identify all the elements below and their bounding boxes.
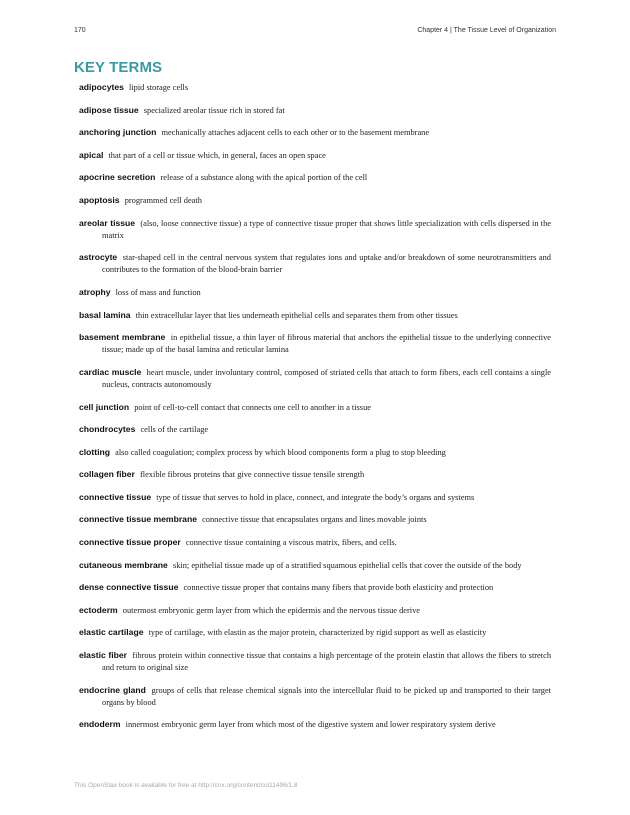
term-word: chondrocytes <box>79 424 136 435</box>
term-definition: point of cell-to-cell contact that connects one cell to another in a tissue <box>134 402 371 412</box>
term-entry <box>79 194 551 207</box>
term-definition: loss of mass and function <box>115 287 201 297</box>
term-word: basal lamina <box>79 309 131 320</box>
term-word: endoderm <box>79 719 121 730</box>
term-entry <box>79 251 551 276</box>
term-word: elastic cartilage <box>79 627 144 638</box>
term-word: elastic fiber <box>79 650 127 661</box>
term-word: apical <box>79 149 104 160</box>
term-definition: in epithelial tissue, a thin layer of fibrous material that anchors the epithelial tissue to the underlying connective tissue; made up of the basal lamina and reticular lamina <box>102 333 551 355</box>
key-terms-list <box>79 81 551 741</box>
page-number: 170 <box>74 27 86 34</box>
term-definition: star-shaped cell in the central nervous system that regulates ions and uptake and/or breakdown of some neurotransmitters and contributes to the formation of the blood-brain barrier <box>102 253 551 275</box>
term-word: areolar tissue <box>79 217 136 228</box>
term-word: clotting <box>79 446 111 457</box>
term-definition: lipid storage cells <box>129 83 189 92</box>
term-definition: groups of cells that release chemical signals into the intercellular fluid to be picked up and transported to their target organs by blood <box>102 685 551 707</box>
term-definition: (also, loose connective tissue) a type of connective tissue proper that shows little specialization with cells dispersed in the matrix <box>102 218 551 240</box>
term-word: collagen fiber <box>79 469 135 480</box>
term-word: connective tissue membrane <box>79 514 197 525</box>
term-definition: outermost embryonic germ layer from which the epidermis and the nervous tissue derive <box>122 605 421 615</box>
term-entry <box>79 331 551 356</box>
term-definition: type of cartilage, with elastin as the major protein, characterized by rigid support as well as elasticity <box>148 628 487 638</box>
term-definition: skin; epithelial tissue made up of a stratified squamous epithelial cells that cover the outside of the body <box>172 560 522 570</box>
term-entry <box>79 604 551 617</box>
term-definition: specialized areolar tissue rich in stored fat <box>143 105 285 115</box>
term-word: atrophy <box>79 286 111 297</box>
term-entry <box>79 446 551 459</box>
term-entry <box>79 104 551 117</box>
term-entry <box>79 491 551 504</box>
term-word: apocrine secretion <box>79 172 156 183</box>
term-word: connective tissue proper <box>79 537 181 548</box>
term-entry <box>79 559 551 572</box>
term-definition: flexible fibrous proteins that give connective tissue tensile strength <box>139 470 365 480</box>
term-word: endocrine gland <box>79 684 146 695</box>
term-definition: innermost embryonic germ layer from which most of the digestive system and lower respiratory system derive <box>125 720 496 730</box>
term-word: anchoring junction <box>79 127 157 138</box>
term-entry <box>79 217 551 242</box>
term-definition: programmed cell death <box>124 195 202 205</box>
term-entry <box>79 366 551 391</box>
term-entry <box>79 126 551 139</box>
term-word: adipose tissue <box>79 104 139 115</box>
term-entry <box>79 309 551 322</box>
term-entry <box>79 649 551 674</box>
term-word: dense connective tissue <box>79 582 179 593</box>
term-entry <box>79 423 551 436</box>
term-entry <box>79 171 551 184</box>
term-definition: also called coagulation; complex process by which blood components form a plug to stop bleeding <box>115 447 446 457</box>
term-word: apoptosis <box>79 194 120 205</box>
term-definition: fibrous protein within connective tissue that contains a high percentage of the protein elastin that allows the fibers to stretch and return to original size <box>102 651 552 673</box>
term-entry <box>79 718 551 731</box>
term-word: adipocytes <box>79 82 124 92</box>
term-definition: heart muscle, under involuntary control, composed of striated cells that attach to form fibers, each cell contains a single nucleus, contracts autonomously <box>102 367 552 389</box>
term-entry <box>79 581 551 594</box>
term-entry <box>79 401 551 414</box>
chapter-title: Chapter 4 | The Tissue Level of Organization <box>417 27 556 34</box>
section-heading: KEY TERMS <box>74 59 163 76</box>
term-definition: type of tissue that serves to hold in place, connect, and integrate the body’s organs and systems <box>156 492 475 502</box>
term-definition: cells of the cartilage <box>140 425 209 435</box>
term-word: cell junction <box>79 401 130 412</box>
term-entry <box>79 536 551 549</box>
term-entry <box>79 513 551 526</box>
term-word: connective tissue <box>79 491 152 502</box>
term-entry <box>79 286 551 299</box>
term-entry <box>79 81 551 94</box>
term-definition: connective tissue that encapsulates organs and lines movable joints <box>202 515 427 525</box>
term-definition: connective tissue containing a viscous matrix, fibers, and cells. <box>185 538 397 548</box>
term-word: basement membrane <box>79 332 166 343</box>
term-word: astrocyte <box>79 252 118 263</box>
term-entry <box>79 149 551 162</box>
term-entry <box>79 468 551 481</box>
term-entry <box>79 626 551 639</box>
term-definition: mechanically attaches adjacent cells to each other or to the basement membrane <box>161 128 430 138</box>
term-entry <box>79 684 551 709</box>
term-word: cardiac muscle <box>79 366 142 377</box>
term-definition: release of a substance along with the apical portion of the cell <box>160 173 368 183</box>
term-definition: connective tissue proper that contains many fibers that provide both elasticity and protection <box>183 583 494 593</box>
running-header <box>74 27 556 39</box>
term-word: cutaneous membrane <box>79 559 168 570</box>
term-definition: thin extracellular layer that lies underneath epithelial cells and separates them from other tissues <box>135 310 458 320</box>
footer-note: This OpenStax book is available for free at http://cnx.org/content/col11496/1.8 <box>74 782 298 789</box>
term-word: ectoderm <box>79 604 118 615</box>
term-definition: that part of a cell or tissue which, in general, faces an open space <box>108 150 326 160</box>
